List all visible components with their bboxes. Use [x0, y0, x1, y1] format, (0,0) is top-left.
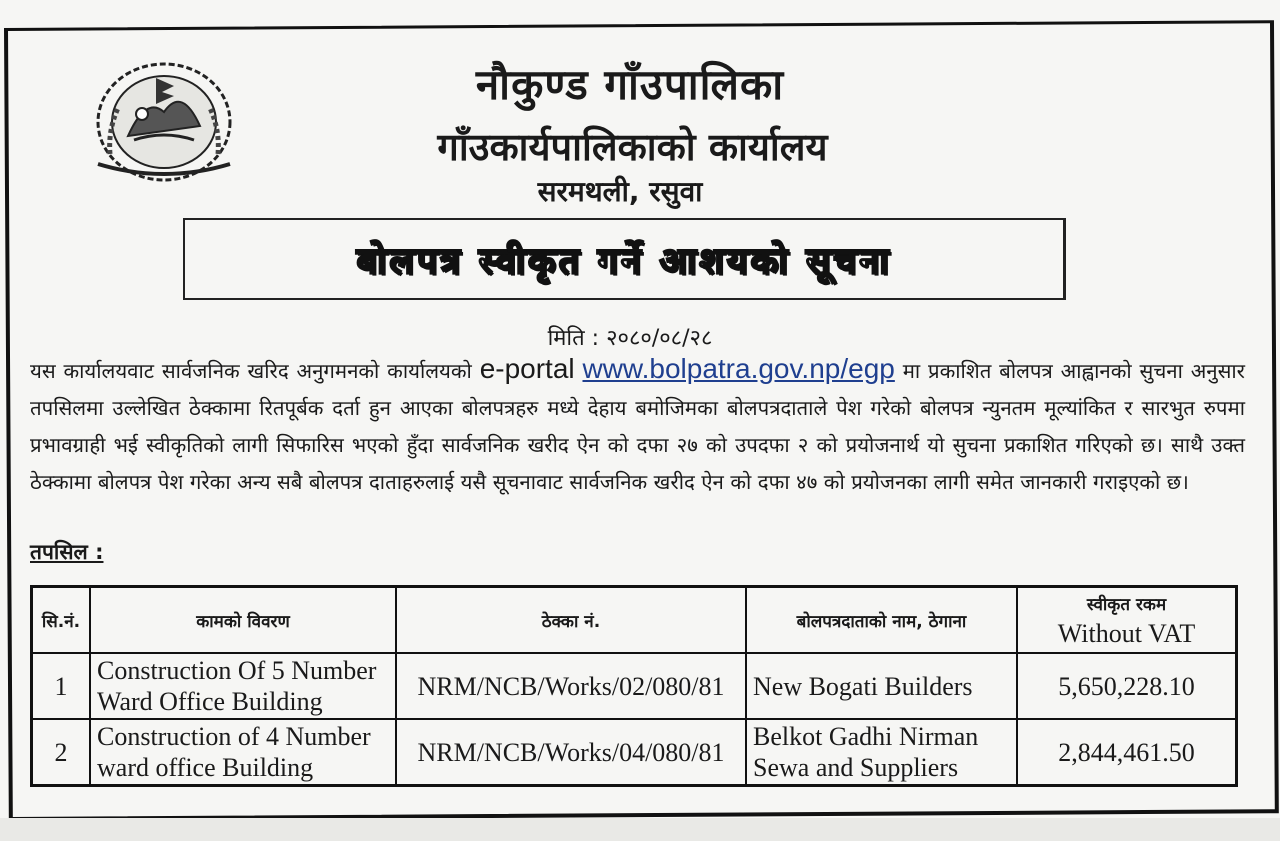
- body-text-after: मा प्रकाशित बोलपत्र आह्वानको सुचना अनुसार तपसिलमा उल्लेखित ठेक्कामा रितपूर्बक दर्ता हुन आएका बोलपत्रहरु मध्ये देहाय बमोजिमका बोलपत्रदाताले पेश गरेको बोलपत्र न्युनतम मूल्यांकित र सारभुत रुपमा प्रभावग्राही भई स्वीकृतिको लागी सिफारिस भएको हुँदा सार्वजनिक खरीद ऐन को दफा २७ को उपदफा २ को प्रयोजनार्थ यो सुचना प्रकाशित गरिएको छ। साथै उक्त ठेक्कामा बोलपत्र पेश गरेका अन्य सबै बोलपत्र दाताहरुलाई यसै सूचनावाट सार्वजनिक खरीद ऐन को दफा ४७ को प्रयोजनका लागी समेत जानकारी गराइएको छ।: [30, 359, 1246, 494]
- portal-link[interactable]: www.bolpatra.gov.np/egp: [582, 353, 895, 384]
- header-amount-label: स्वीकृत रकम: [1086, 594, 1167, 615]
- cell-contract: NRM/NCB/Works/04/080/81: [396, 719, 746, 786]
- award-table: [30, 585, 1238, 787]
- cell-work: Construction Of 5 Number Ward Office Building: [90, 653, 396, 719]
- header-sn: सि.नं.: [32, 587, 91, 654]
- page-bottom-margin: [0, 818, 1280, 841]
- header-amount-sub: Without VAT: [1057, 618, 1196, 648]
- notice-body: [30, 350, 1245, 501]
- office-name: गाँउकार्यपालिकाको कार्यालय: [437, 125, 828, 169]
- header-work: कामको विवरण: [90, 587, 396, 654]
- eportal-label: e-portal: [479, 353, 575, 384]
- header-contract: ठेक्का नं.: [396, 587, 746, 654]
- body-text-before: यस कार्यालयवाट सार्वजनिक खरिद अनुगमनको कार्यालयको: [30, 359, 480, 383]
- header-bidder: बोलपत्रदाताको नाम, ठेगाना: [746, 587, 1017, 654]
- cell-sn: 1: [32, 653, 91, 719]
- notice-title: बोलपत्र स्वीकृत गर्ने आशयको सूचना: [356, 240, 892, 282]
- cell-work: Construction of 4 Number ward office Building: [90, 719, 396, 786]
- date-label: मिति: [547, 326, 585, 351]
- cell-sn: 2: [32, 719, 91, 786]
- table-row: [32, 719, 1237, 786]
- cell-bidder: Belkot Gadhi Nirman Sewa and Suppliers: [746, 719, 1017, 786]
- tapsil-label: तपसिल :: [30, 540, 104, 564]
- table-header-row: [32, 587, 1237, 654]
- cell-contract: NRM/NCB/Works/02/080/81: [396, 653, 746, 719]
- table-row: [32, 653, 1237, 719]
- date-value: २०८०/०८/२८: [606, 326, 713, 351]
- notice-title-box: [183, 218, 1066, 300]
- header-amount: [1017, 587, 1237, 654]
- municipality-name: नौकुण्ड गाँउपालिका: [475, 60, 785, 109]
- cell-amount: 2,844,461.50: [1017, 719, 1237, 786]
- cell-amount: 5,650,228.10: [1017, 653, 1237, 719]
- cell-bidder: New Bogati Builders: [746, 653, 1017, 719]
- notice-date: मिति : २०८०/०८/२८: [547, 326, 713, 351]
- office-location: सरमथली, रसुवा: [537, 175, 703, 208]
